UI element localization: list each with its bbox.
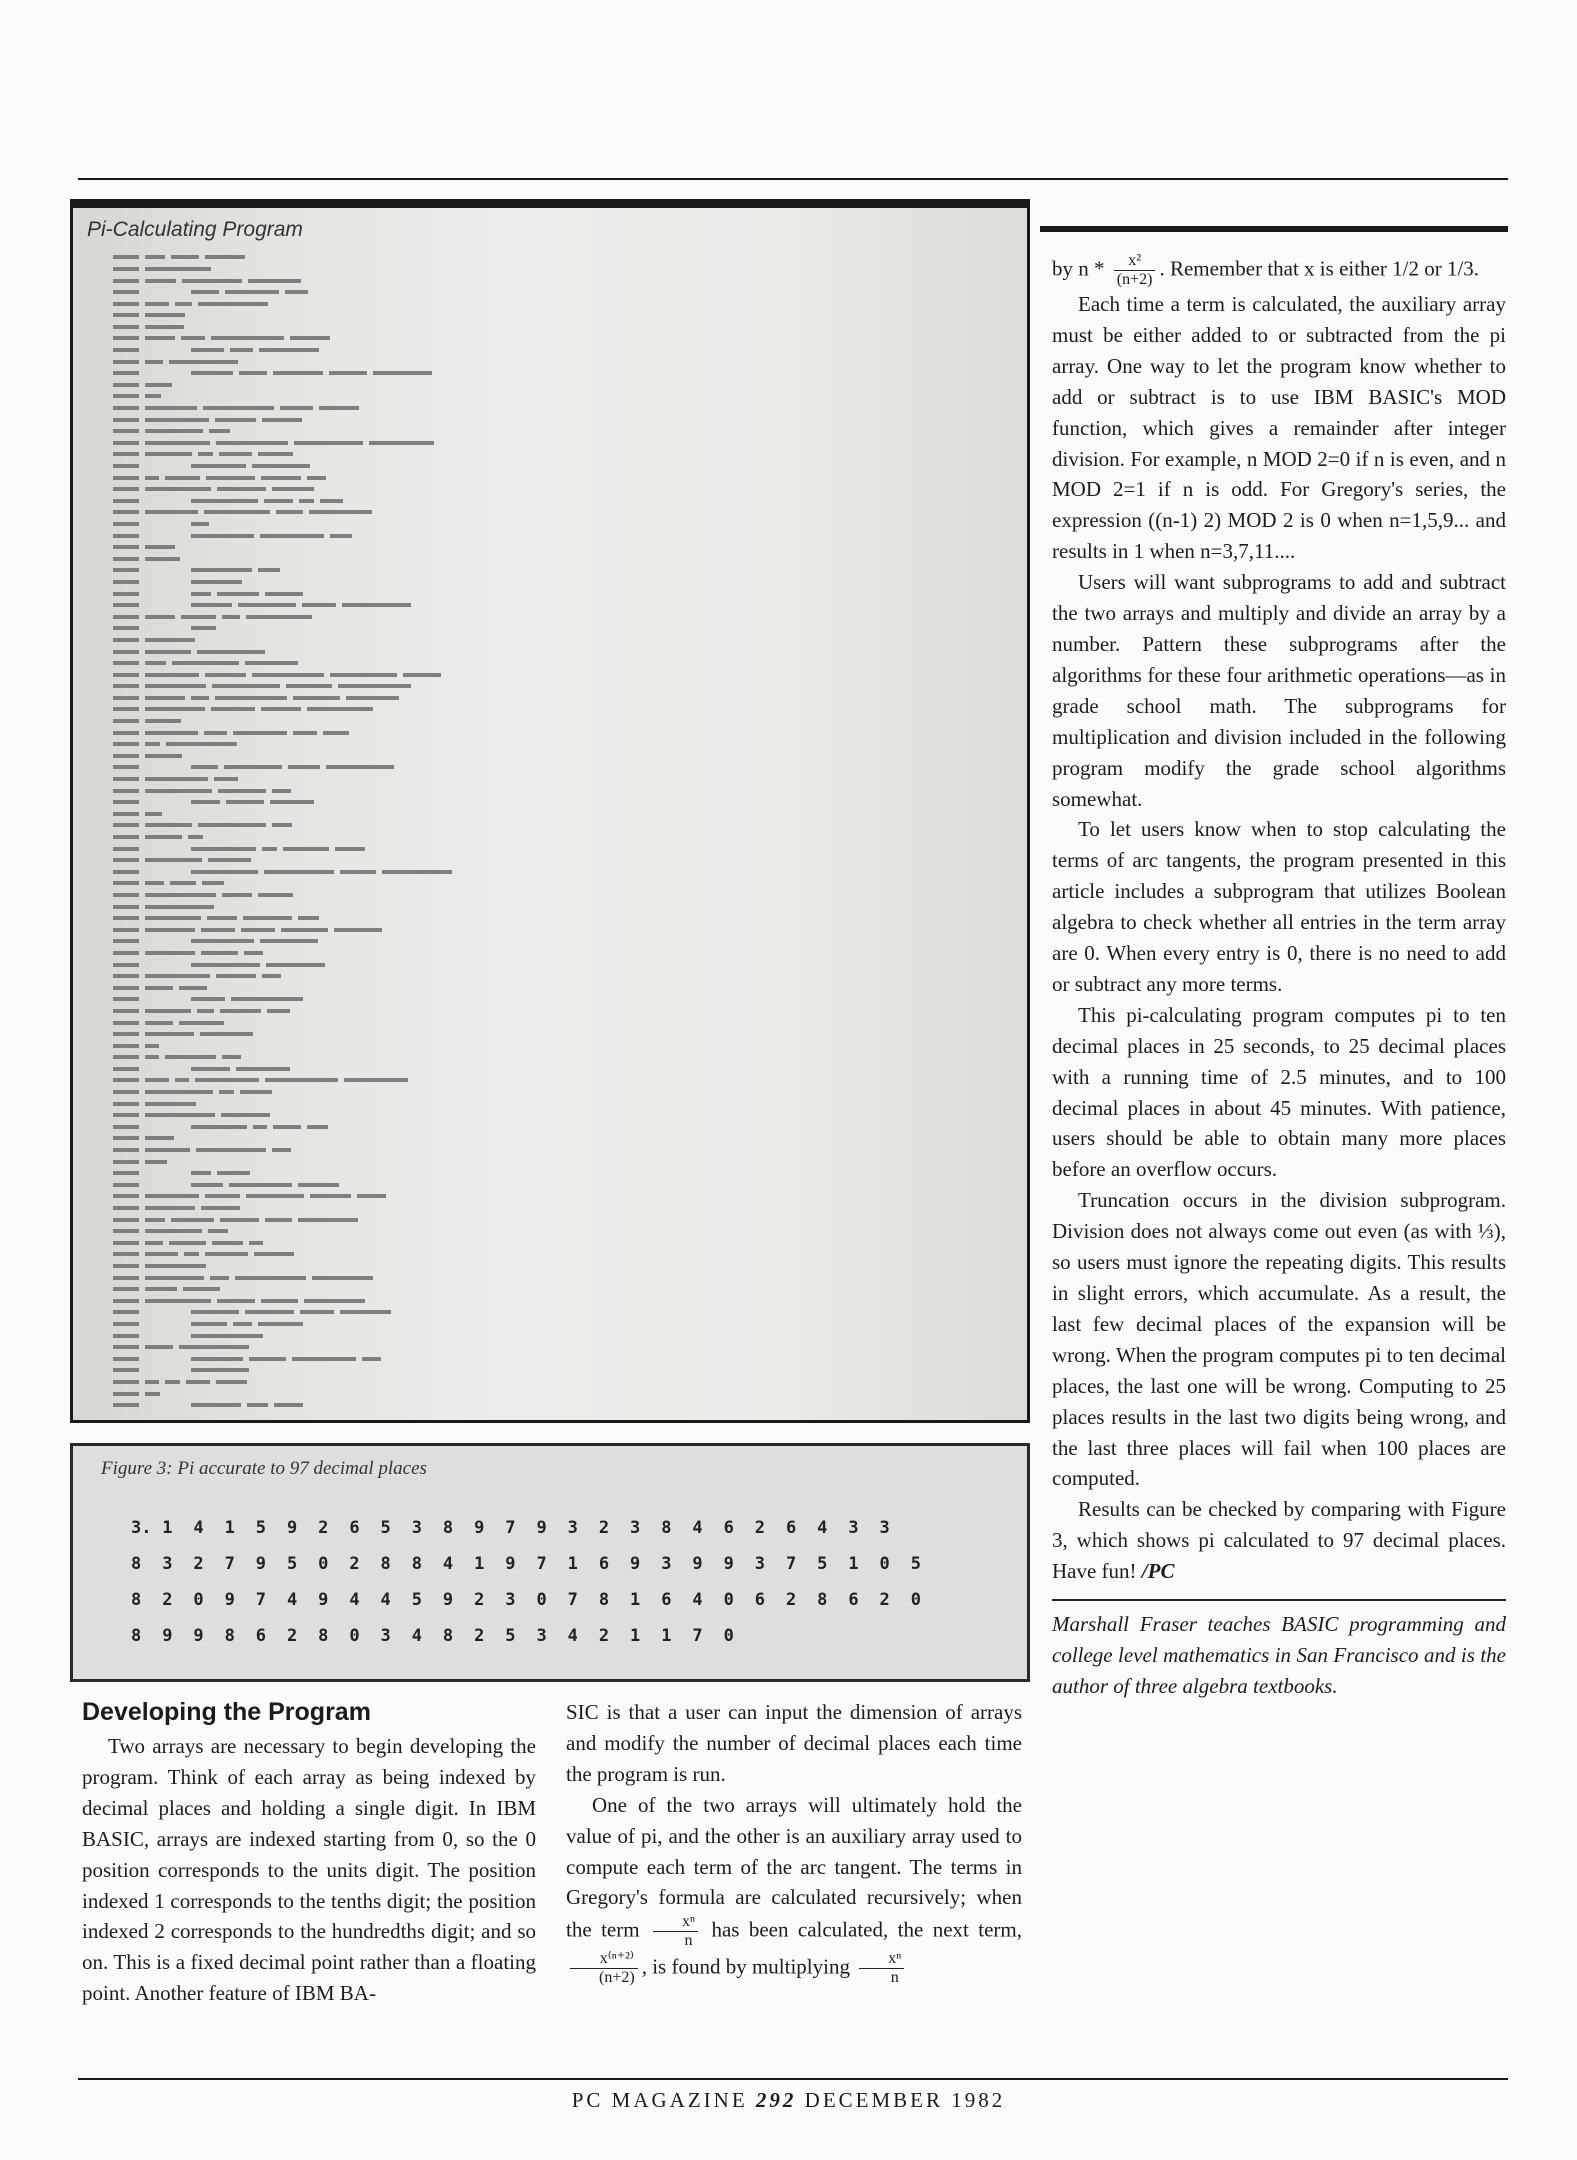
digit: 1 [630,1590,641,1610]
denominator: (n+2) [599,1969,635,1987]
top-rule [78,178,1508,180]
code-line [113,503,993,515]
code-line [113,1361,993,1373]
code-line [113,376,993,388]
code-line [113,515,993,527]
code-line [113,1291,993,1303]
code-line [113,561,993,573]
digit: 6 [785,1518,797,1538]
digit: 6 [598,1554,610,1574]
issue-date: DECEMBER 1982 [804,2088,1006,2112]
digit: 4 [380,1590,391,1610]
code-line [113,468,993,480]
digit: 0 [723,1590,734,1610]
digit: 4 [286,1590,298,1610]
code-line [113,318,993,330]
code-line [113,341,993,353]
code-line [113,1396,993,1408]
code-line [113,1222,993,1234]
digit: 4 [411,1626,422,1646]
code-line [113,1106,993,1118]
digit: 9 [255,1554,266,1574]
digit: 8 [411,1554,422,1574]
digit: 8 [318,1626,329,1646]
digit: 9 [318,1590,329,1610]
digit: 0 [910,1590,921,1610]
code-line [113,805,993,817]
author-bio: Marshall Fraser teaches BASIC programming and college level mathematics in San Francisco and is the author of three algebra textbooks. [1052,1612,1506,1698]
digit: 8 [442,1518,454,1538]
digit: 6 [723,1518,734,1538]
digit: 5 [255,1518,266,1538]
code-line [113,1187,993,1199]
code-line [113,584,993,596]
figure-caption: Figure 3: Pi accurate to 97 decimal places [101,1458,427,1479]
digit: 0 [349,1626,360,1646]
digit: 3 [536,1626,547,1646]
code-line [113,781,993,793]
code-line [113,445,993,457]
code-line [113,399,993,411]
digit: 2 [162,1590,173,1610]
digit: 8 [661,1518,672,1538]
code-line [113,1268,993,1280]
digit: 9 [193,1626,204,1646]
code-line [113,758,993,770]
digit: 4 [193,1518,204,1538]
digit: 9 [630,1554,641,1574]
digit: 2 [598,1518,610,1538]
digit: 7 [536,1554,547,1574]
digit: 4 [817,1518,828,1538]
digit: 3 [505,1590,516,1610]
digit: 6 [349,1518,360,1538]
code-line [113,283,993,295]
code-line [113,306,993,318]
code-line [113,491,993,503]
digit: 8 [131,1590,142,1610]
code-line [113,1048,993,1060]
code-line [113,897,993,909]
code-line [113,839,993,851]
code-line [113,387,993,399]
paragraph: Two arrays are necessary to begin developing the program. Think of each array as being indexed by decimal places and holding a single digit. In IBM BASIC, arrays are indexed starting from 0, so the 0 position corresponds to the units digit. The position indexed 1 corresponds to the tenths digit; the position indexed 2 corresponds to the hundredths digit; and so on. This is a fixed decimal point rather than a floating point. Another feature of IBM BA- [82,1734,536,2006]
digit: 2 [318,1518,329,1538]
code-line [113,770,993,782]
text: One of the two arrays will ultimately hold the value of pi, and the other is an auxiliary array used to compute each term of the arc tangent. The terms in Gregory's formula are calculated recursively; when the term [566,1792,1022,1942]
signoff: /PC [1141,1559,1175,1584]
digit: 5 [380,1518,391,1538]
code-line [113,1176,993,1188]
code-line [113,538,993,550]
digit: 1 [661,1626,672,1646]
digit: 9 [536,1518,547,1538]
code-line [113,631,993,643]
digit: 1 [848,1554,859,1574]
magazine-name: PC MAGAZINE [571,2088,748,2112]
code-line [113,1326,993,1338]
code-line [113,967,993,979]
digit: 3 [380,1626,391,1646]
paragraph-formula [1052,252,1506,289]
fraction-x2-over-n2 [1114,252,1156,289]
denominator: n [890,1969,899,1987]
code-line [113,1233,993,1245]
code-line [113,1384,993,1396]
code-line [113,434,993,446]
digit: 5 [817,1554,828,1574]
digit: 5 [286,1554,298,1574]
code-line [113,712,993,724]
code-line [113,364,993,376]
page-number: 292 [755,2088,797,2112]
digit-row [131,1626,942,1662]
digit: 1 [224,1518,235,1538]
paragraph-closing [1052,1494,1506,1587]
code-line [113,654,993,666]
code-line [113,1141,993,1153]
digit: 8 [380,1554,391,1574]
page-footer [0,2088,1577,2113]
digit: 8 [131,1554,142,1574]
section-heading: Developing the Program [82,1698,371,1726]
code-line [113,422,993,434]
denominator: (n+2) [1116,271,1153,288]
digit: 0 [193,1590,204,1610]
digit: 3 [162,1554,173,1574]
code-line [113,1315,993,1327]
digit: 9 [224,1590,235,1610]
code-line [113,260,993,272]
digit: 1 [630,1626,641,1646]
code-line [113,978,993,990]
code-line [113,1338,993,1350]
text: . Remember that x is either 1/2 or 1/3. [1159,256,1480,281]
digit: 4 [567,1626,578,1646]
digit: 4 [442,1554,454,1574]
digit: 5 [505,1626,516,1646]
numerator: x⁽ⁿ⁺²⁾ [570,1950,638,1969]
code-line [113,1071,993,1083]
code-line [113,1373,993,1385]
code-line [113,573,993,585]
code-line [113,549,993,561]
code-line [113,596,993,608]
code-line [113,944,993,956]
numerator: xⁿ [859,1950,904,1969]
digit: 2 [785,1590,797,1610]
digit: 2 [754,1518,765,1538]
code-line [113,735,993,747]
code-line [113,642,993,654]
digit: 9 [442,1590,454,1610]
digit: 9 [505,1554,516,1574]
digit: 2 [474,1626,485,1646]
digit: 0 [536,1590,547,1610]
column-top-bar [1040,226,1508,232]
digit: 4 [349,1590,360,1610]
text: by n * [1052,256,1105,281]
code-line [113,271,993,283]
digit-row [131,1590,942,1626]
code-line [113,329,993,341]
digit: 7 [224,1554,235,1574]
code-line [113,457,993,469]
digit: 8 [817,1590,828,1610]
column-3 [1052,252,1506,1702]
digit: 1 [567,1554,578,1574]
digit: 2 [286,1626,298,1646]
code-line [113,955,993,967]
paragraph: SIC is that a user can input the dimension of arrays and modify the number of decimal places each time the program is run. [566,1700,1022,1786]
digit: 7 [785,1554,797,1574]
code-line [113,1280,993,1292]
digit: 3 [630,1518,641,1538]
code-line [113,932,993,944]
code-listing-title: Pi-Calculating Program [87,218,303,241]
code-line [113,793,993,805]
code-line [113,990,993,1002]
code-listing [70,205,1030,1423]
digit: 6 [661,1590,672,1610]
digit: 9 [474,1518,485,1538]
digit: 6 [255,1626,266,1646]
code-line [113,1210,993,1222]
fraction-xn2-over-n2 [570,1950,638,1987]
fraction-xn-over-n [859,1950,904,1987]
paragraph: Users will want subprograms to add and subtract the two arrays and multiply and divide an array by a number. Pattern these subprograms after the algorithms for these four arithmetic operations—as in grade school math. The subprograms for multiplication and division included in the following program modify the grade school algorithms somewhat. [1052,570,1506,811]
digit: 8 [131,1626,142,1646]
fraction-xn-over-n [653,1913,698,1950]
code-line [113,607,993,619]
code-line [113,1002,993,1014]
bio-rule [1052,1599,1506,1601]
digit: 5 [910,1554,921,1574]
digit: 7 [692,1626,703,1646]
paragraph: To let users know when to stop calculating the terms of arc tangents, the program presented in this article includes a subprogram that utilizes Boolean algebra to check whether all entries in the term array are 0. When every entry is 0, there is no need to add or subtract any more terms. [1052,817,1506,996]
digit: 2 [474,1590,485,1610]
digit: 6 [848,1590,859,1610]
digit: 1 [474,1554,485,1574]
code-line [113,1025,993,1037]
bottom-rule [78,2078,1508,2080]
digit: 4 [692,1590,703,1610]
digit: 9 [723,1554,734,1574]
code-line [113,1303,993,1315]
digit: 3 [661,1554,672,1574]
digit: 0 [879,1554,890,1574]
digit: 8 [224,1626,235,1646]
code-line [113,828,993,840]
digit: 7 [567,1590,578,1610]
digit: 2 [879,1590,890,1610]
digit: 3 [411,1518,422,1538]
code-line [113,1083,993,1095]
digit: 9 [286,1518,298,1538]
digit: 9 [162,1626,173,1646]
digit: 3. [131,1518,152,1538]
digit-row [131,1518,942,1554]
code-line [113,410,993,422]
figure-3 [70,1443,1030,1682]
paragraph: Each time a term is calculated, the auxiliary array must be either added to or subtracted from the pi array. One way to let the program know whether to add or subtract is to use IBM BASIC's MOD function, which gives a remainder after integer division. For example, n MOD 2=0 if n is even, and n MOD 2=1 if n is odd. For Gregory's series, the expression ((n-1) 2) MOD 2 is 0 when n=1,5,9... and results in 1 when n=3,7,11.... [1052,292,1506,564]
code-line [113,816,993,828]
digit: 0 [723,1626,734,1646]
code-line [113,1060,993,1072]
numerator: x² [1114,252,1156,271]
digit: 2 [349,1554,360,1574]
digit: 5 [411,1590,422,1610]
code-line [113,1129,993,1141]
digit: 6 [754,1590,765,1610]
code-line [113,526,993,538]
digit: 1 [162,1518,173,1538]
code-line [113,1036,993,1048]
code-line [113,886,993,898]
code-line [113,700,993,712]
code-line [113,1094,993,1106]
digit: 7 [505,1518,516,1538]
digit-row [131,1554,942,1590]
digit: 9 [692,1554,703,1574]
code-line [113,920,993,932]
code-line [113,851,993,863]
column-2 [566,1697,1022,1987]
code-line [113,1152,993,1164]
code-line [113,1245,993,1257]
digit: 2 [193,1554,204,1574]
digit: 0 [318,1554,329,1574]
code-line [113,294,993,306]
code-line [113,747,993,759]
code-line [113,248,993,260]
digit: 8 [598,1590,610,1610]
digit: 3 [879,1518,890,1538]
code-line [113,1349,993,1361]
code-line [113,665,993,677]
code-line [113,909,993,921]
numerator: xⁿ [653,1913,698,1932]
paragraph-formula [566,1790,1022,1988]
text: , is found by multiplying [641,1954,850,1979]
code-line [113,1013,993,1025]
digit: 3 [754,1554,765,1574]
code-line [113,723,993,735]
digit: 7 [255,1590,266,1610]
code-line [113,862,993,874]
code-line [113,619,993,631]
code-line [113,1164,993,1176]
code-line [113,480,993,492]
code-line [113,1118,993,1130]
code-line [113,1199,993,1211]
text: has been calculated, the next term, [711,1917,1023,1942]
code-line [113,689,993,701]
code-lines [113,248,993,1407]
text: Results can be checked by comparing with Figure 3, which shows pi calculated to 97 decimal places. Have fun! [1052,1497,1506,1584]
paragraph: Truncation occurs in the division subprogram. Division does not always come out even (as with ⅓), so users must ignore the repeating digits. This results in slight errors, which accumulate. As a result, the last few decimal places of the expansion will be wrong. When the program computes pi to ten decimal places, the last one will be wrong. Computing to 25 places results in the last two digits being wrong, and the last three places will fail when 100 places are computed. [1052,1188,1506,1491]
digit: 3 [848,1518,859,1538]
code-line [113,874,993,886]
code-line [113,677,993,689]
digit: 4 [692,1518,703,1538]
code-line [113,1257,993,1269]
paragraph: This pi-calculating program computes pi to ten decimal places in 25 seconds, to 25 decimal places with a running time of 2.5 minutes, and to 100 decimal places in about 45 minutes. With patience, users should be able to obtain many more places before an overflow occurs. [1052,1002,1506,1182]
digit: 8 [442,1626,454,1646]
digit: 2 [598,1626,610,1646]
denominator: n [684,1932,693,1950]
column-1 [82,1697,536,2009]
code-line [113,352,993,364]
pi-digits [131,1518,942,1662]
digit: 3 [567,1518,578,1538]
